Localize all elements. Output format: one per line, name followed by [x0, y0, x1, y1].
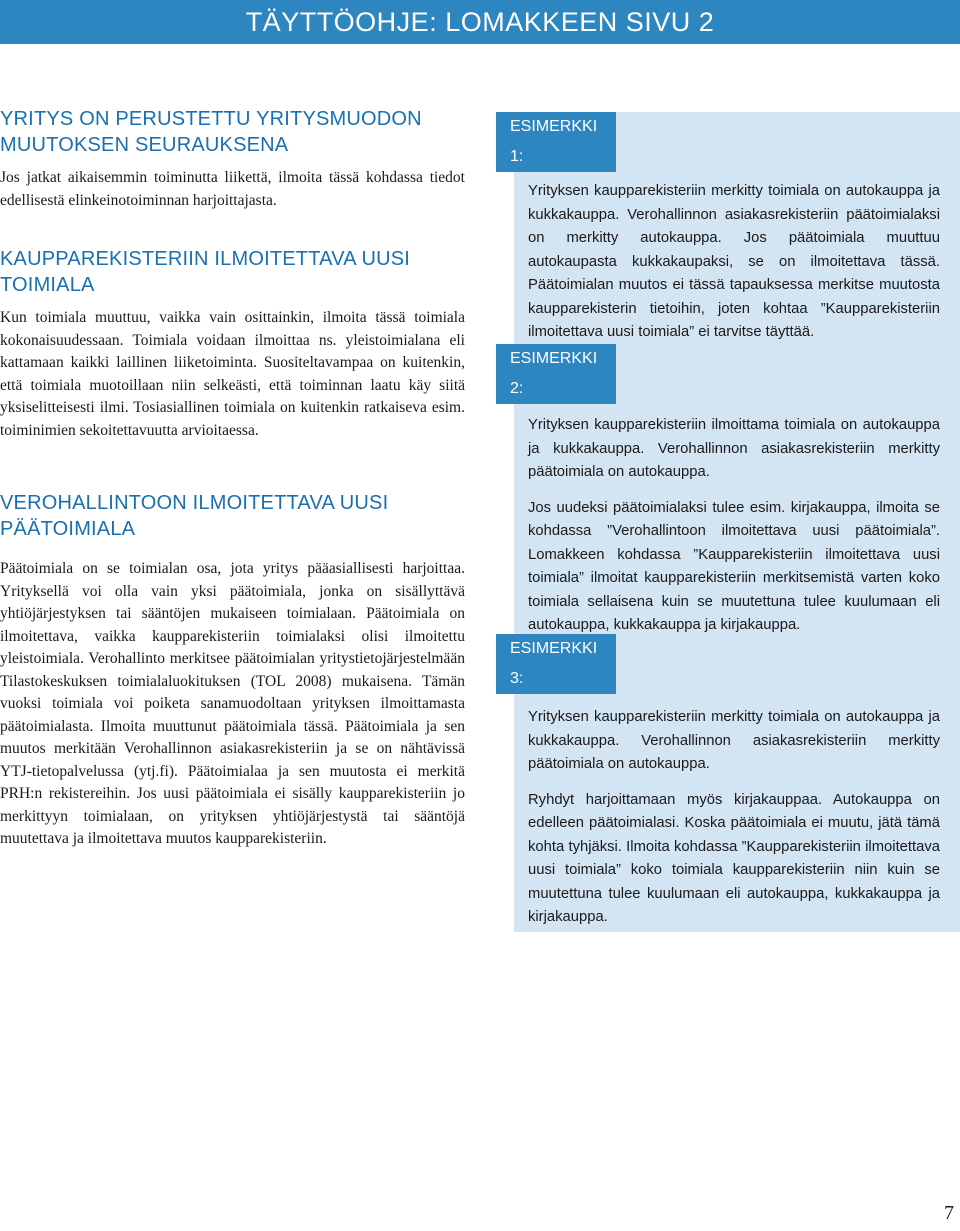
section-new-main-industry-tax [0, 490, 465, 851]
page-number: 7 [944, 1202, 954, 1224]
section-new-trade-registry-industry [0, 246, 465, 442]
example-text: Yrityksen kaupparekisteriin merkitty toimiala on autokauppa ja kukkakauppa. Verohallinnon asiakasrekisteriin päätoimialaksi on merkitty autokauppa. Jos päätoimiala muuttuu autokaupasta kukkakaupaksi, se on ilmoitettava tässä. Päätoimialan muutos ei tässä tapauksessa merkitse muutosta kaupparekisterin tietoihin, joten kohtaa ”Kaupparekisteriin ilmoitettava uusi toimiala” ei tarvitse täyttää. [528, 183, 940, 340]
section-heading: YRITYS ON PERUSTETTU YRITYSMUODON MUUTOKSEN SEURAUKSENA [0, 108, 422, 156]
example-text: Yrityksen kaupparekisteriin ilmoittama toimiala on autokauppa ja kukkakauppa. Verohallinnon asiakasrekisteriin merkitty päätoimiala on autokauppa. [528, 417, 940, 480]
examples-panel [510, 112, 960, 932]
example-1 [510, 112, 960, 345]
example-3 [510, 634, 960, 930]
section-heading: VEROHALLINTOON ILMOITETTAVA UUSI PÄÄTOIMIALA [0, 492, 389, 540]
section-business-form-change [0, 106, 465, 212]
example-label: ESIMERKKI 3: [496, 634, 616, 694]
page-banner: TÄYTTÖOHJE: LOMAKKEEN SIVU 2 [0, 0, 960, 44]
example-2 [510, 344, 960, 638]
section-body: Päätoimiala on se toimialan osa, jota yritys pääasiallisesti harjoittaa. Yrityksellä voi olla vain yksi päätoimiala, jonka on sisällyttävä yhtiöjärjestyksen tai sääntöjen mukaiseen toimialaan. Päätoimiala on ilmoitettava, vaikka kaupparekisteriin toimialaksi olisi ilmoitettu yleistoimiala. Verohallinto merkitsee päätoimialan yritystietojärjestelmään Tilastokeskuksen toimialaluokituksen (TOL 2008) mukaisena. Tämän vuoksi toimiala voi poiketa sanamuodoltaan yrityksen ilmoittamasta päätoimialasta. Ilmoita muuttunut päätoimiala tässä. Päätoimiala ja sen muutos merkitään Verohallinnon asiakasrekisteriin ja se on nähtävissä YTJ-tietopalvelussa (ytj.fi). Päätoimialaa ja sen muutosta ei merkitä PRH:n rekistereihin. Jos uusi päätoimiala ei sisälly kaupparekisteriin jo merkittyyn toimialaan, on yrityksen yhtiöjärjestystä tai sääntöjä muutettava ja ilmoitettava muutos kaupparekisteriin. [0, 560, 465, 847]
example-label: ESIMERKKI 2: [496, 344, 616, 404]
example-text: Yrityksen kaupparekisteriin merkitty toimiala on autokauppa ja kukkakauppa. Verohallinnon asiakasrekisteriin merkitty päätoimiala on autokauppa. [528, 709, 940, 772]
section-body: Kun toimiala muuttuu, vaikka vain osittainkin, ilmoita tässä toimiala kokonaisuudessaan. Toimiala voidaan ilmoittaa ns. yleistoimialana eli kattamaan kaikki laillinen liiketoiminta. Suositeltavampaa on kuitenkin, että toimiala muotoillaan niin selkeästi, että toiminnan laatu käy siitä yksiselitteisesti ilmi. Tosiasiallinen toimiala on kuitenkin ratkaiseva esim. toiminimien sekoitettavuutta arvioitaessa. [0, 309, 465, 439]
example-label: ESIMERKKI 1: [496, 112, 616, 172]
example-text: Jos uudeksi päätoimialaksi tulee esim. kirjakauppa, ilmoita se kohdassa ”Verohallintoon ilmoitettava uusi päätoimiala”. Lomakkeen kohdassa ”Kaupparekisteriin ilmoitettava uusi toimiala” ilmoitat kaupparekisteriin merkitsemistä varten koko toimiala sellaisena kuin se muutettuna tulee kuulumaan eli autokauppa, kukkakauppa ja kirjakauppa. [528, 499, 940, 633]
example-text: Ryhdyt harjoittamaan myös kirjakauppaa. Autokauppa on edelleen päätoimialasi. Koska päätoimiala ei muutu, jätä tämä kohta tyhjäksi. Ilmoita kohdassa ”Kaupparekisteriin ilmoitettava uusi toimiala” koko toimiala kaupparekisteriin niin kuin se muutettuna tulee kuulumaan eli autokauppa, kukkakauppa ja kirjakauppa. [528, 791, 940, 925]
section-heading: KAUPPAREKISTERIIN ILMOITETTAVA UUSI TOIMIALA [0, 248, 411, 296]
section-body: Jos jatkat aikaisemmin toiminutta liikettä, ilmoita tässä kohdassa tiedot edellisestä elinkeinotoiminnan harjoittajasta. [0, 169, 465, 209]
